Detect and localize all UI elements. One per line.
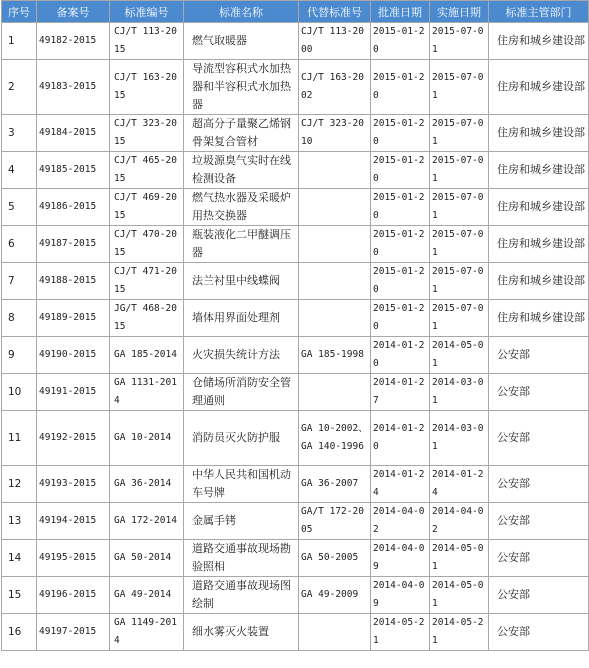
cell-serial: 15 bbox=[2, 577, 37, 614]
cell-effective-date: 2014-03-01 bbox=[430, 374, 489, 411]
cell-approval-date: 2014-01-24 bbox=[371, 466, 430, 503]
cell-standard-name: 燃气取暖器 bbox=[184, 23, 299, 60]
cell-filing-number: 49186-2015 bbox=[37, 189, 110, 226]
cell-serial: 4 bbox=[2, 152, 37, 189]
cell-serial: 9 bbox=[2, 337, 37, 374]
cell-authority: 公安部 bbox=[489, 503, 589, 540]
cell-standard-number: GA 172-2014 bbox=[110, 503, 184, 540]
cell-authority: 住房和城乡建设部 bbox=[489, 263, 589, 300]
header-approval-date: 批准日期 bbox=[371, 1, 430, 23]
cell-replaced-standard: CJ/T 113-2000 bbox=[299, 23, 371, 60]
cell-approval-date: 2015-01-20 bbox=[371, 300, 430, 337]
cell-standard-name: 细水雾灭火装置 bbox=[184, 614, 299, 651]
cell-effective-date: 2015-07-01 bbox=[430, 23, 489, 60]
cell-authority: 公安部 bbox=[489, 337, 589, 374]
cell-serial: 11 bbox=[2, 411, 37, 466]
cell-standard-number: GA 1131-2014 bbox=[110, 374, 184, 411]
cell-effective-date: 2015-07-01 bbox=[430, 115, 489, 152]
table-body bbox=[2, 23, 589, 651]
cell-replaced-standard: GA/T 172-2005 bbox=[299, 503, 371, 540]
cell-effective-date: 2015-07-01 bbox=[430, 263, 489, 300]
cell-standard-name: 瓶装液化二甲醚调压器 bbox=[184, 226, 299, 263]
cell-serial: 1 bbox=[2, 23, 37, 60]
cell-approval-date: 2014-01-20 bbox=[371, 337, 430, 374]
table-row bbox=[2, 189, 589, 226]
cell-filing-number: 49189-2015 bbox=[37, 300, 110, 337]
cell-authority: 住房和城乡建设部 bbox=[489, 189, 589, 226]
table-row bbox=[2, 614, 589, 651]
cell-authority: 住房和城乡建设部 bbox=[489, 60, 589, 115]
cell-effective-date: 2014-05-21 bbox=[430, 614, 489, 651]
header-authority: 标准主管部门 bbox=[489, 1, 589, 23]
cell-approval-date: 2015-01-20 bbox=[371, 115, 430, 152]
cell-authority: 住房和城乡建设部 bbox=[489, 152, 589, 189]
cell-standard-number: GA 36-2014 bbox=[110, 466, 184, 503]
cell-filing-number: 49183-2015 bbox=[37, 60, 110, 115]
cell-effective-date: 2015-07-01 bbox=[430, 60, 489, 115]
cell-replaced-standard: CJ/T 163-2002 bbox=[299, 60, 371, 115]
cell-serial: 3 bbox=[2, 115, 37, 152]
cell-approval-date: 2014-04-02 bbox=[371, 503, 430, 540]
cell-authority: 住房和城乡建设部 bbox=[489, 23, 589, 60]
table-row bbox=[2, 263, 589, 300]
cell-replaced-standard bbox=[299, 226, 371, 263]
cell-effective-date: 2014-05-01 bbox=[430, 577, 489, 614]
cell-effective-date: 2014-05-01 bbox=[430, 540, 489, 577]
cell-approval-date: 2015-01-20 bbox=[371, 189, 430, 226]
cell-approval-date: 2015-01-20 bbox=[371, 152, 430, 189]
cell-serial: 2 bbox=[2, 60, 37, 115]
cell-filing-number: 49184-2015 bbox=[37, 115, 110, 152]
cell-standard-number: GA 10-2014 bbox=[110, 411, 184, 466]
cell-filing-number: 49192-2015 bbox=[37, 411, 110, 466]
table-row bbox=[2, 152, 589, 189]
cell-effective-date: 2014-05-01 bbox=[430, 337, 489, 374]
cell-replaced-standard: GA 50-2005 bbox=[299, 540, 371, 577]
table-row bbox=[2, 466, 589, 503]
cell-effective-date: 2014-01-24 bbox=[430, 466, 489, 503]
table-row bbox=[2, 577, 589, 614]
table-row bbox=[2, 23, 589, 60]
cell-filing-number: 49185-2015 bbox=[37, 152, 110, 189]
table-row bbox=[2, 337, 589, 374]
cell-standard-number: CJ/T 465-2015 bbox=[110, 152, 184, 189]
cell-serial: 6 bbox=[2, 226, 37, 263]
cell-effective-date: 2015-07-01 bbox=[430, 152, 489, 189]
cell-approval-date: 2015-01-20 bbox=[371, 263, 430, 300]
header-effective-date: 实施日期 bbox=[430, 1, 489, 23]
cell-standard-name: 道路交通事故现场勘验照相 bbox=[184, 540, 299, 577]
cell-authority: 公安部 bbox=[489, 540, 589, 577]
header-filing-number: 备案号 bbox=[37, 1, 110, 23]
cell-replaced-standard: GA 49-2009 bbox=[299, 577, 371, 614]
cell-replaced-standard bbox=[299, 374, 371, 411]
cell-serial: 7 bbox=[2, 263, 37, 300]
cell-standard-name: 火灾损失统计方法 bbox=[184, 337, 299, 374]
header-replaced-standard: 代替标准号 bbox=[299, 1, 371, 23]
cell-filing-number: 49194-2015 bbox=[37, 503, 110, 540]
cell-approval-date: 2014-04-09 bbox=[371, 540, 430, 577]
cell-standard-name: 垃圾源臭气实时在线检测设备 bbox=[184, 152, 299, 189]
cell-standard-name: 仓储场所消防安全管理通则 bbox=[184, 374, 299, 411]
cell-filing-number: 49182-2015 bbox=[37, 23, 110, 60]
cell-replaced-standard bbox=[299, 300, 371, 337]
cell-serial: 14 bbox=[2, 540, 37, 577]
table-row bbox=[2, 115, 589, 152]
cell-standard-number: CJ/T 323-2015 bbox=[110, 115, 184, 152]
cell-serial: 13 bbox=[2, 503, 37, 540]
cell-effective-date: 2014-04-02 bbox=[430, 503, 489, 540]
cell-authority: 住房和城乡建设部 bbox=[489, 300, 589, 337]
cell-standard-name: 金属手铐 bbox=[184, 503, 299, 540]
cell-standard-name: 中华人民共和国机动车号牌 bbox=[184, 466, 299, 503]
cell-authority: 公安部 bbox=[489, 614, 589, 651]
cell-standard-number: CJ/T 470-2015 bbox=[110, 226, 184, 263]
cell-authority: 公安部 bbox=[489, 466, 589, 503]
cell-standard-name: 超高分子量聚乙烯钢骨架复合管材 bbox=[184, 115, 299, 152]
table-row bbox=[2, 226, 589, 263]
cell-standard-number: CJ/T 471-2015 bbox=[110, 263, 184, 300]
cell-authority: 住房和城乡建设部 bbox=[489, 226, 589, 263]
standards-table bbox=[1, 0, 589, 651]
table-header-row bbox=[2, 1, 589, 23]
cell-effective-date: 2015-07-01 bbox=[430, 300, 489, 337]
cell-standard-name: 燃气热水器及采暖炉用热交换器 bbox=[184, 189, 299, 226]
cell-filing-number: 49191-2015 bbox=[37, 374, 110, 411]
cell-standard-name: 消防员灭火防护服 bbox=[184, 411, 299, 466]
table-row bbox=[2, 300, 589, 337]
cell-standard-name: 导流型容积式水加热器和半容积式水加热器 bbox=[184, 60, 299, 115]
cell-replaced-standard bbox=[299, 189, 371, 226]
cell-replaced-standard: CJ/T 323-2010 bbox=[299, 115, 371, 152]
cell-standard-number: GA 185-2014 bbox=[110, 337, 184, 374]
cell-replaced-standard: GA 185-1998 bbox=[299, 337, 371, 374]
cell-standard-name: 墙体用界面处理剂 bbox=[184, 300, 299, 337]
cell-approval-date: 2014-01-27 bbox=[371, 374, 430, 411]
cell-standard-number: CJ/T 113-2015 bbox=[110, 23, 184, 60]
cell-authority: 住房和城乡建设部 bbox=[489, 115, 589, 152]
header-standard-name: 标准名称 bbox=[184, 1, 299, 23]
cell-authority: 公安部 bbox=[489, 411, 589, 466]
cell-approval-date: 2015-01-20 bbox=[371, 60, 430, 115]
cell-effective-date: 2014-03-01 bbox=[430, 411, 489, 466]
cell-replaced-standard: GA 36-2007 bbox=[299, 466, 371, 503]
cell-standard-name: 道路交通事故现场图绘制 bbox=[184, 577, 299, 614]
table-row bbox=[2, 411, 589, 466]
cell-filing-number: 49193-2015 bbox=[37, 466, 110, 503]
cell-approval-date: 2015-01-20 bbox=[371, 23, 430, 60]
cell-standard-number: JG/T 468-2015 bbox=[110, 300, 184, 337]
cell-replaced-standard bbox=[299, 614, 371, 651]
cell-serial: 16 bbox=[2, 614, 37, 651]
cell-standard-number: GA 50-2014 bbox=[110, 540, 184, 577]
cell-replaced-standard bbox=[299, 152, 371, 189]
cell-standard-name: 法兰衬里中线蝶阀 bbox=[184, 263, 299, 300]
cell-replaced-standard bbox=[299, 263, 371, 300]
cell-filing-number: 49195-2015 bbox=[37, 540, 110, 577]
cell-authority: 公安部 bbox=[489, 577, 589, 614]
cell-filing-number: 49188-2015 bbox=[37, 263, 110, 300]
cell-standard-number: GA 49-2014 bbox=[110, 577, 184, 614]
cell-filing-number: 49187-2015 bbox=[37, 226, 110, 263]
cell-serial: 12 bbox=[2, 466, 37, 503]
table-row bbox=[2, 540, 589, 577]
table-row bbox=[2, 503, 589, 540]
cell-filing-number: 49197-2015 bbox=[37, 614, 110, 651]
cell-serial: 8 bbox=[2, 300, 37, 337]
cell-standard-number: GA 1149-2014 bbox=[110, 614, 184, 651]
table-row bbox=[2, 60, 589, 115]
cell-standard-number: CJ/T 469-2015 bbox=[110, 189, 184, 226]
cell-approval-date: 2014-05-21 bbox=[371, 614, 430, 651]
cell-serial: 10 bbox=[2, 374, 37, 411]
cell-standard-number: CJ/T 163-2015 bbox=[110, 60, 184, 115]
cell-serial: 5 bbox=[2, 189, 37, 226]
cell-approval-date: 2015-01-20 bbox=[371, 226, 430, 263]
header-standard-number: 标准编号 bbox=[110, 1, 184, 23]
cell-effective-date: 2015-07-01 bbox=[430, 189, 489, 226]
cell-approval-date: 2014-04-09 bbox=[371, 577, 430, 614]
cell-effective-date: 2015-07-01 bbox=[430, 226, 489, 263]
cell-filing-number: 49196-2015 bbox=[37, 577, 110, 614]
cell-replaced-standard: GA 10-2002、 GA 140-1996 bbox=[299, 411, 371, 466]
cell-authority: 公安部 bbox=[489, 374, 589, 411]
cell-approval-date: 2014-01-20 bbox=[371, 411, 430, 466]
header-serial: 序号 bbox=[2, 1, 37, 23]
table-row bbox=[2, 374, 589, 411]
cell-filing-number: 49190-2015 bbox=[37, 337, 110, 374]
